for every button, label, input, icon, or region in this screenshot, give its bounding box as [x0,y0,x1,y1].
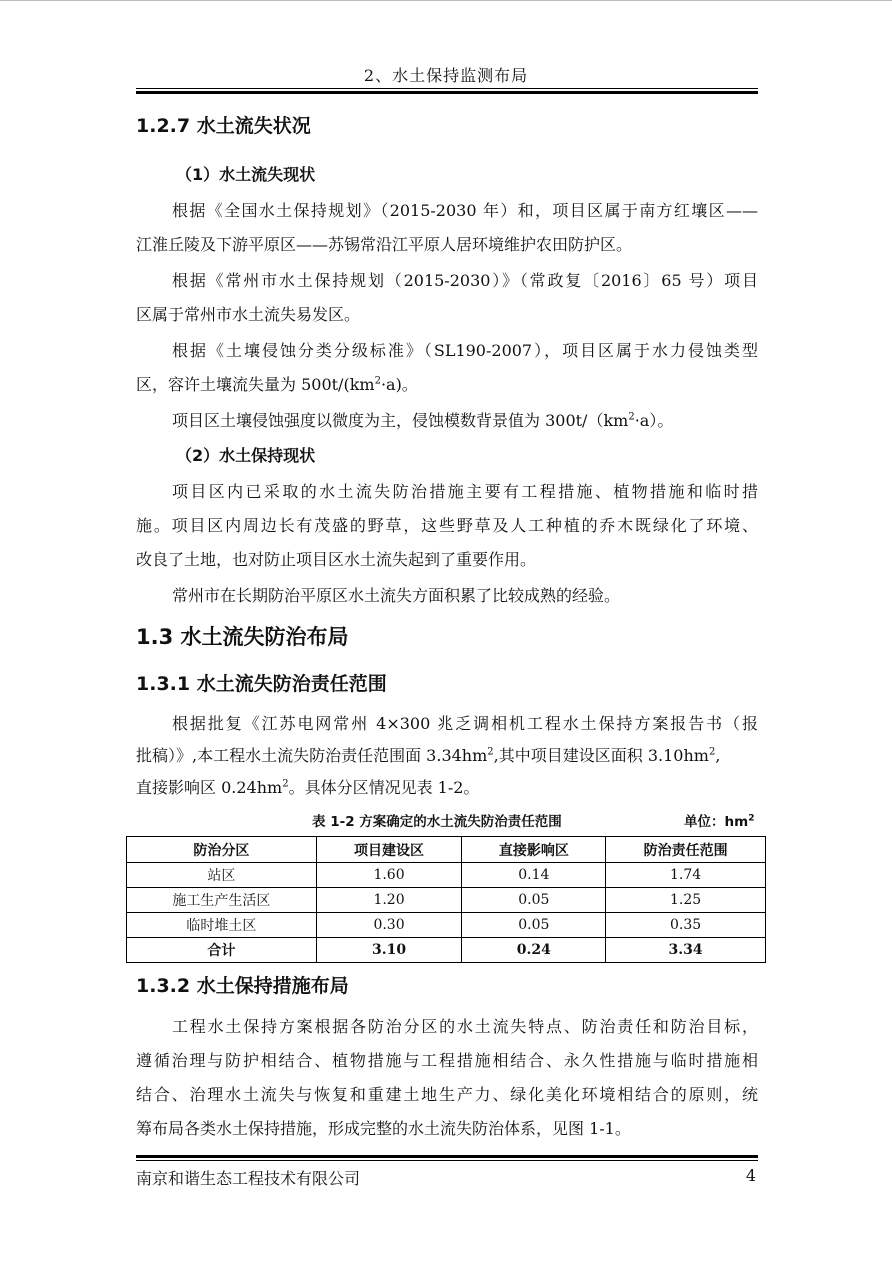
column-header: 直接影响区 [462,837,606,863]
page-top-edge [0,0,892,1]
table-cell: 1.60 [316,863,462,888]
footer-company-name: 南京和谐生态工程技术有限公司 [136,1169,361,1188]
paragraph-line: 施。项目区内周边长有茂盛的野草，这些野草及人工种植的乔木既绿化了环境、 [136,516,758,535]
paragraph-line: 根据《全国水土保持规划》（2015-2030 年）和，项目区属于南方红壤区—— [172,201,758,220]
table-cell: 1.74 [606,863,766,888]
table-cell: 0.24 [462,938,606,963]
paragraph-line: 筹布局各类水土保持措施，形成完整的水土流失防治体系，见图 1-1。 [136,1119,631,1138]
paragraph-line: 项目区土壤侵蚀强度以微度为主，侵蚀模数背景值为 $300t/(km^2\cdot a)$。 [172,411,674,430]
table-row [127,913,766,938]
table-cell: 临时堆土区 [127,913,317,938]
paragraph-line: 批稿）》,本工程水土流失防治责任范围面 $3.34hm^2$,其中项目建设区面积 $3.10hm^2$, [136,746,721,765]
table-cell: 0.05 [462,913,606,938]
responsibility-table [126,836,766,963]
table-cell: 1.25 [606,888,766,913]
table-cell: 0.05 [462,888,606,913]
table-cell: 1.20 [316,888,462,913]
paragraph-line: 根据批复《江苏电网常州 4×300 兆乏调相机工程水土保持方案报告书（报 [172,714,758,733]
paragraph-line: 项目区内已采取的水土流失防治措施主要有工程措施、植物措施和临时措 [172,482,758,501]
table-row [127,888,766,913]
paragraph-line: 区属于常州市水土流失易发区。 [136,305,361,324]
table-caption: 表 1-2 方案确定的水土流失防治责任范围 [312,814,562,830]
footer-rule-thick [136,1155,758,1158]
running-header: 2、水土保持监测布局 [363,66,529,85]
subheading-current-status: （1）水土流失现状 [176,165,316,184]
table-cell: 0.35 [606,913,766,938]
table-header-row [127,837,766,863]
paragraph-line: 结合、治理水土流失与恢复和重建土地生产力、绿化美化环境相结合的原则，统 [136,1085,758,1104]
table-cell: 站区 [127,863,317,888]
section-heading-1-2-7: 1.2.7 水土流失状况 [136,115,311,137]
paragraph-line: 遵循治理与防护相结合、植物措施与工程措施相结合、永久性措施与临时措施相 [136,1051,758,1070]
table-unit-label: 单位：$hm^2$ [684,813,755,830]
paragraph-line: 根据《常州市水土保持规划（2015-2030）》（常政复〔2016〕65 号）项目 [172,271,758,290]
column-header: 项目建设区 [316,837,462,863]
table-row [127,863,766,888]
column-header: 防治责任范围 [606,837,766,863]
paragraph-line: 改良了土地，也对防止项目区水土流失起到了重要作用。 [136,550,537,569]
table-cell: 施工生产生活区 [127,888,317,913]
paragraph-line: 直接影响区 $0.24hm^2$。具体分区情况见表 1-2。 [136,778,480,797]
header-rule [136,88,758,89]
column-header: 防治分区 [127,837,317,863]
section-heading-1-3-2: 1.3.2 水土保持措施布局 [136,975,349,997]
page-number: 4 [745,1166,756,1185]
table-cell: 3.34 [606,938,766,963]
paragraph-line: 区，容许土壤流失量为 $500t/(km^2\cdot a)$。 [136,375,418,394]
table-total-row [127,938,766,963]
paragraph-line: 根据《土壤侵蚀分类分级标准》（SL190-2007），项目区属于水力侵蚀类型 [172,341,758,360]
subheading-conservation-status: （2）水土保持现状 [176,446,316,465]
table-cell: 合计 [127,938,317,963]
table-cell: 0.30 [316,913,462,938]
paragraph-line: 常州市在长期防治平原区水土流失方面积累了比较成熟的经验。 [172,586,621,605]
header-rule-thick [136,91,758,94]
footer-rule [136,1160,758,1161]
section-heading-1-3: 1.3 水土流失防治布局 [136,625,349,649]
section-heading-1-3-1: 1.3.1 水土流失防治责任范围 [136,673,387,695]
paragraph-line: 工程水土保持方案根据各防治分区的水土流失特点、防治责任和防治目标， [172,1017,758,1036]
table-cell: 3.10 [316,938,462,963]
paragraph-line: 江淮丘陵及下游平原区——苏锡常沿江平原人居环境维护农田防护区。 [136,235,633,254]
table-cell: 0.14 [462,863,606,888]
